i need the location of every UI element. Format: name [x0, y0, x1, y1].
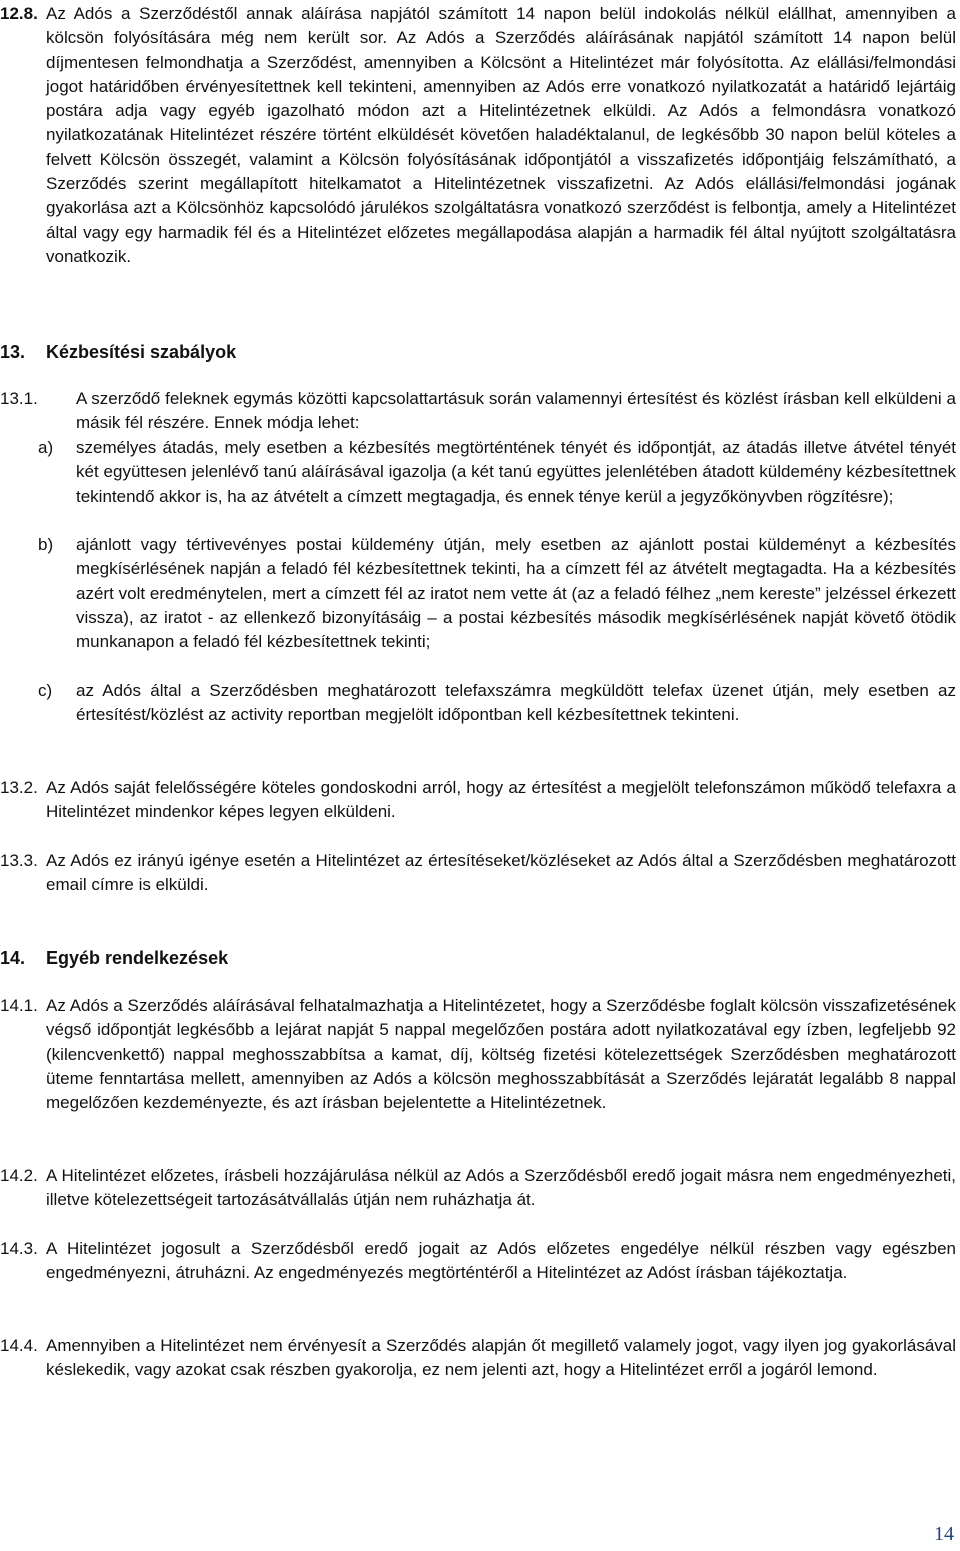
section-text: Amennyiben a Hitelintézet nem érvényesít a Szerződés alapján őt megillető valamely jogot, vagy ilyen jog gyakorlásával késlekedik, vagy azokat csak részben gyakorolja, ez nem jelenti azt, hogy a Hitelintézet erről a jogáról lemond.: [46, 1336, 956, 1380]
list-item-b: [0, 533, 956, 654]
section-number: 14.2.: [0, 1166, 38, 1185]
section-text: Az Adós a Szerződés aláírásával felhatalmazhatja a Hitelintézetet, hogy a Szerződésbe foglalt kölcsön visszafizetésének végső időpontját legkésőbb a lejárat napját 5 nappal megelőzően postára adott nyilatkozatával egy ízben, legfeljebb 92 (kilencvenkettő) nappal meghosszabbítsa a kamat, díj, költség fizetési kötelezettségek Szerződésben meghatározott üteme fenntartása mellett, amennyiben az Adós a kölcsön meghosszabbítását a Szerződés lejáratát legalább 8 nappal megelőzően kezdeményezte, és azt írásban bejelentette a Hitelintézetnek.: [46, 996, 956, 1113]
section-number: 14.4.: [0, 1336, 38, 1355]
section-number: 14.3.: [0, 1239, 38, 1258]
section-13-3: [0, 849, 956, 898]
section-14-1: [0, 994, 956, 1115]
section-12-8: [0, 2, 956, 269]
section-14-2: [0, 1164, 956, 1213]
list-text: az Adós által a Szerződésben meghatározott telefaxszámra megküldött telefax üzenet útján, mely esetben az értesítést/közlést az activity reportban megjelölt időpontban kell kézbesítettnek tekinteni.: [76, 681, 956, 725]
section-number: 13.2.: [0, 778, 38, 797]
section-13-1: [0, 387, 956, 436]
section-14-3: [0, 1237, 956, 1286]
section-number: 12.8.: [0, 4, 38, 23]
list-label: a): [38, 438, 54, 457]
section-text: Az Adós saját felelősségére köteles gondoskodni arról, hogy az értesítést a megjelölt telefonszámon működő telefaxra a Hitelintézet mindenkor képes legyen elküldeni.: [46, 778, 956, 822]
list-label: c): [38, 681, 53, 700]
page-number: 14: [934, 1523, 954, 1545]
section-number: 13.1.: [0, 389, 38, 408]
list-text: ajánlott vagy tértivevényes postai küldemény útján, mely esetben az ajánlott postai küldeményt a kézbesítés megkísérlésének napján a feladó fél kézbesítettnek tekinti, ha a címzett fél az átvételt megtagadta. Ha a kézbesítés azért volt eredménytelen, mert a címzett fél az iratot nem vette át (az a feladó félhez „nem kereste” jelzéssel érkezett vissza), az iratot - az ellenkező bizonyításáig – a postai kézbesítés második megkísérlésének napját követő ötödik munkanapon a feladó fél kézbesítettnek tekinti;: [76, 535, 956, 652]
heading-number: 13.: [0, 342, 26, 362]
section-text: A Hitelintézet előzetes, írásbeli hozzájárulása nélkül az Adós a Szerződésből eredő jogait másra nem engedményezheti, illetve kötelezettségeit tartozásátvállalás útján nem ruházhatja át.: [46, 1166, 956, 1210]
list-label: b): [38, 535, 54, 554]
list-item-a: [0, 436, 956, 509]
section-intro: [76, 387, 956, 436]
section-text: Az Adós ez irányú igénye esetén a Hitelintézet az értesítéseket/közléseket az Adós által a Szerződésben meghatározott email címre is elküldi.: [46, 851, 956, 895]
heading-number: 14.: [0, 948, 26, 968]
section-intro-text: A szerződő feleknek egymás közötti kapcsolattartásuk során valamennyi értesítést és közlést írásban kell elküldeni a másik fél részére. Ennek módja lehet:: [76, 389, 956, 433]
list-item-c: [0, 679, 956, 728]
section-text: Az Adós a Szerződéstől annak aláírása napjától számított 14 napon belül indokolás nélkül elállhat, amennyiben a kölcsön folyósítására még nem került sor. Az Adós a Szerződés aláírásának napjától számított 14 napon belül díjmentesen felmondhatja a Szerződést, amennyiben a Kölcsönt a Hitelintézet már folyósította. Az elállási/felmondási jogot határidőben érvényesítettnek kell tekinteni, amennyiben az Adós erre vonatkozó nyilatkozatát a határidő lejártáig postára adja vagy egyéb igazolható módon azt a Hitelintézetnek elküldi. Az Adós a felmondásra vonatkozó nyilatkozatának Hitelintézet részére történt elküldését követően haladéktalanul, de legkésőbb 30 napon belül köteles a felvett Kölcsön összegét, valamint a Kölcsön folyósításának időpontjától a visszafizetés időpontjáig felszámítható, a Szerződés szerint megállapított hitelkamatot a Hitelintézetnek visszafizetni. Az Adós elállási/felmondási jogának gyakorlása azt a Kölcsönhöz kapcsolódó járulékos szolgáltatásra vonatkozó szerződést is felbontja, amely a Hitelintézet által vagy egy harmadik fél és a Hitelintézet előzetes megállapodása alapján a harmadik fél által nyújtott szolgáltatásra vonatkozik.: [46, 4, 956, 266]
heading-title: Kézbesítési szabályok: [46, 342, 237, 362]
heading-title: Egyéb rendelkezések: [46, 948, 229, 968]
list-text: személyes átadás, mely esetben a kézbesítés megtörténtének tényét és időpontját, az átadás illetve átvétel tényét két együttesen jelenlévő tanú aláírásával igazolja (a két tanú együttes jelenlétében átadott küldemény kézbesítettnek tekintendő akkor is, ha az átvételt a címzett megtagadja, és ennek ténye kerül a jegyzőkönyvben rögzítésre);: [76, 438, 956, 506]
section-13-2: [0, 776, 956, 825]
section-14-4: [0, 1334, 956, 1383]
section-text: A Hitelintézet jogosult a Szerződésből eredő jogait az Adós előzetes engedélye nélkül részben vagy egészben engedményezni, átruházni. Az engedményezés megtörténtéről a Hitelintézet az Adóst írásban tájékoztatja.: [46, 1239, 956, 1283]
section-number: 14.1.: [0, 996, 38, 1015]
section-number: 13.3.: [0, 851, 38, 870]
